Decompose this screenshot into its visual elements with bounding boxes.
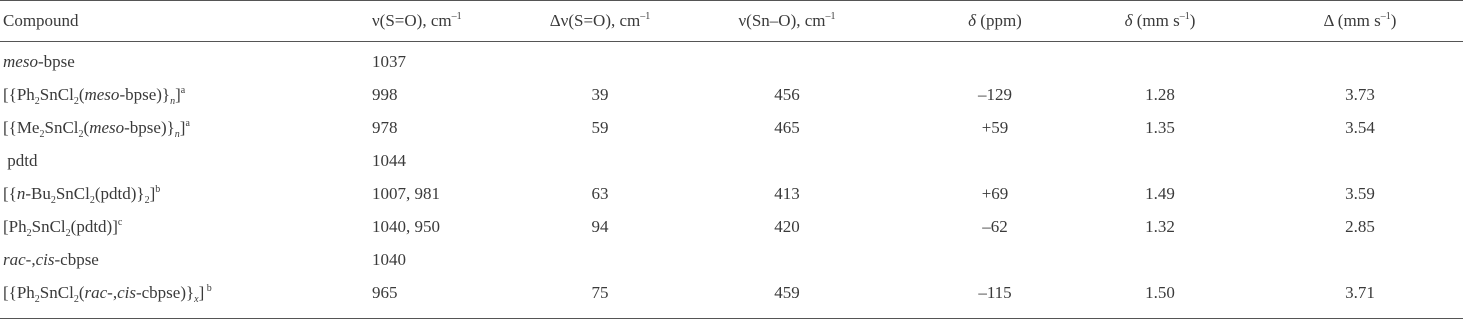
header-delta-mms: δ (mm $s^{-1}$): [1124, 11, 1196, 30]
delta-mms-value: 1.35: [1145, 118, 1175, 137]
delta-mms-value: 1.49: [1145, 184, 1175, 203]
delta-ppm-value: –62: [982, 217, 1008, 236]
compound-name: pdtd: [3, 151, 38, 170]
nu-sno-value: 413: [774, 184, 800, 203]
table-row: [0, 113, 1463, 143]
nu-so-value: 1040: [372, 250, 406, 269]
delta-mms-value: 1.32: [1145, 217, 1175, 236]
header-nu-sno: ν(Sn–O), $cm^{-1}$: [738, 11, 836, 30]
nu-so-value: 1044: [372, 151, 406, 170]
table-row: [0, 278, 1463, 308]
compound-name: meso-bpse: [3, 52, 75, 71]
nu-sno-value: 465: [774, 118, 800, 137]
nu-sno-value: 420: [774, 217, 800, 236]
table-row: [0, 146, 1463, 176]
table-row: [0, 47, 1463, 77]
table-row: [0, 179, 1463, 209]
table-row: [0, 245, 1463, 275]
table-row: [0, 80, 1463, 110]
delta-nu-so-value: 75: [591, 283, 609, 302]
quadrupole-splitting-value: 2.85: [1345, 217, 1375, 236]
nu-so-value: 1040, 950: [372, 217, 440, 236]
compound-name: $[\{Me_2SnCl_2(meso-bpse)\}_n]^a$: [3, 118, 190, 140]
compound-name: $[\{n-Bu_2SnCl_2(pdtd)\}_2]^b$: [3, 184, 161, 206]
compound-name: $[\{Ph_2SnCl_2(meso-bpse)\}_n]^a$: [3, 85, 186, 107]
header-delta-ppm: δ (ppm): [968, 11, 1022, 30]
quadrupole-splitting-value: 3.59: [1345, 184, 1375, 203]
nu-sno-value: 459: [774, 283, 800, 302]
quadrupole-splitting-value: 3.73: [1345, 85, 1375, 104]
nu-so-value: 965: [372, 283, 398, 302]
delta-nu-so-value: 59: [591, 118, 609, 137]
delta-ppm-value: +69: [981, 184, 1009, 203]
compound-name: $[\{Ph_2SnCl_2(rac-,cis-cbpse)\}_x]$ $^b$: [3, 283, 212, 305]
delta-nu-so-value: 63: [591, 184, 609, 203]
top-rule: [0, 0, 1463, 1]
delta-ppm-value: –129: [978, 85, 1012, 104]
compound-name: rac-,cis-cbpse: [3, 250, 99, 269]
compound-name: $[Ph_2SnCl_2(pdtd)]^c$: [3, 217, 123, 239]
table-row: [0, 212, 1463, 242]
quadrupole-splitting-value: 3.54: [1345, 118, 1375, 137]
header-quadrupole-splitting: Δ (mm $s^{-1}$): [1323, 11, 1397, 30]
header-nu-so: ν(S=O), $cm^{-1}$: [372, 11, 462, 30]
delta-ppm-value: –115: [978, 283, 1012, 302]
quadrupole-splitting-value: 3.71: [1345, 283, 1375, 302]
delta-ppm-value: +59: [981, 118, 1009, 137]
delta-mms-value: 1.28: [1145, 85, 1175, 104]
delta-nu-so-value: 39: [591, 85, 609, 104]
nu-so-value: 998: [372, 85, 398, 104]
header-delta-nu-so: Δν(S=O), $cm^{-1}$: [549, 11, 651, 30]
delta-mms-value: 1.50: [1145, 283, 1175, 302]
bottom-rule: [0, 318, 1463, 319]
header-compound: Compound: [3, 11, 79, 30]
nu-so-value: 978: [372, 118, 398, 137]
delta-nu-so-value: 94: [591, 217, 609, 236]
header-rule: [0, 41, 1463, 42]
nu-so-value: 1037: [372, 52, 406, 71]
nu-sno-value: 456: [774, 85, 800, 104]
nu-so-value: 1007, 981: [372, 184, 440, 203]
header-row: [0, 2, 1463, 32]
